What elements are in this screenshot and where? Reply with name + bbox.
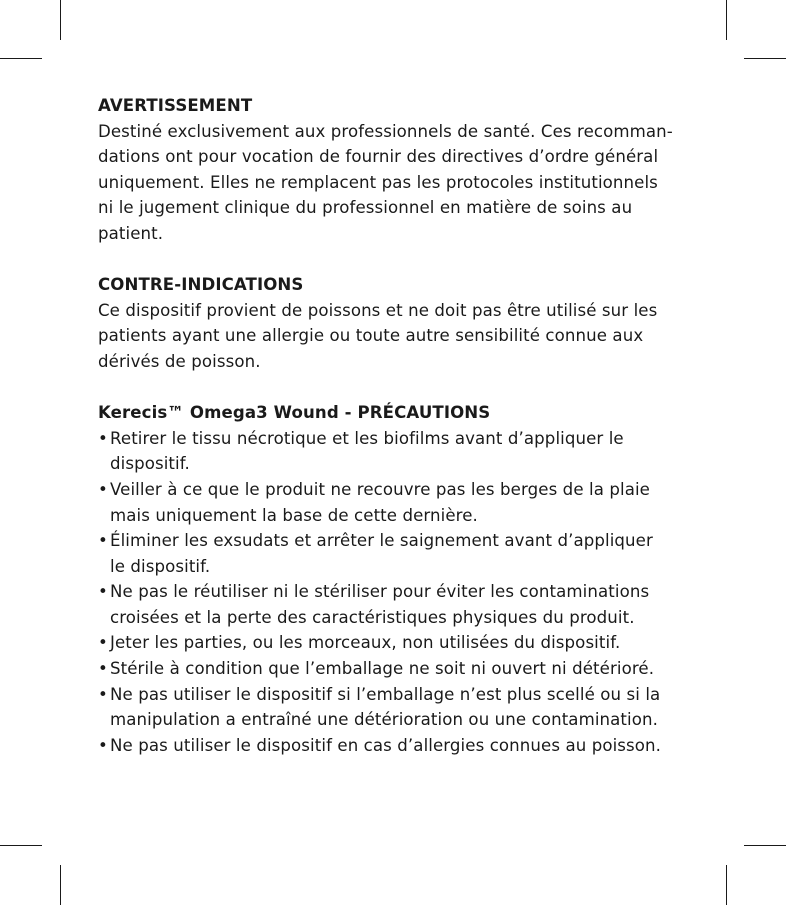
text-line: Destiné exclusivement aux professionnels de santé. Ces recomman- — [98, 121, 673, 141]
text-line: Ne pas utiliser le dispositif si l’emballage n’est plus scellé ou si la — [110, 684, 661, 704]
text-line: Retirer le tissu nécrotique et les biofilms avant d’appliquer le — [110, 428, 624, 448]
list-item — [98, 426, 758, 477]
warning-text — [98, 119, 758, 247]
text-line: manipulation a entraîné une détérioration ou une contamination. — [110, 710, 658, 730]
list-item — [98, 733, 758, 759]
text-line: Ce dispositif provient de poissons et ne doit pas être utilisé sur les — [98, 300, 658, 320]
bullet-icon: • — [98, 428, 108, 448]
text-line: ni le jugement clinique du professionnel en matière de soins au — [98, 198, 633, 218]
list-item — [98, 682, 758, 733]
text-line: Ne pas le réutiliser ni le stériliser pour éviter les contaminations — [110, 582, 650, 602]
contraindications-heading: CONTRE-INDICATIONS — [98, 275, 304, 295]
document-body — [98, 93, 758, 784]
text-line: uniquement. Elles ne remplacent pas les protocoles institutionnels — [98, 172, 658, 192]
bullet-icon: • — [98, 479, 108, 499]
bullet-icon: • — [98, 684, 108, 704]
text-line: dispositif. — [110, 454, 190, 474]
text-line: croisées et la perte des caractéristiques physiques du produit. — [110, 607, 635, 627]
text-line: dérivés de poisson. — [98, 351, 261, 371]
crop-mark-bottom-right-vertical — [726, 865, 727, 905]
text-line: Éliminer les exsudats et arrêter le saignement avant d’appliquer — [110, 531, 653, 551]
text-line: dations ont pour vocation de fournir des directives d’ordre général — [98, 147, 659, 167]
text-line: Veiller à ce que le produit ne recouvre pas les berges de la plaie — [110, 479, 650, 499]
text-line: patients ayant une allergie ou toute autre sensibilité connue aux — [98, 326, 644, 346]
crop-mark-bottom-right-horizontal — [744, 845, 786, 846]
text-line: le dispositif. — [110, 556, 211, 576]
list-item — [98, 656, 758, 682]
text-line: Stérile à condition que l’emballage ne soit ni ouvert ni détérioré. — [110, 659, 655, 679]
crop-mark-bottom-left-vertical — [60, 865, 61, 905]
text-line: mais uniquement la base de cette dernière. — [110, 505, 478, 525]
bullet-icon: • — [98, 659, 108, 679]
bullet-icon: • — [98, 582, 108, 602]
list-item — [98, 579, 758, 630]
bullet-icon: • — [98, 735, 108, 755]
contraindications-section — [98, 272, 758, 374]
precautions-list — [98, 426, 758, 759]
crop-mark-bottom-left-horizontal — [0, 845, 42, 846]
crop-mark-top-left-horizontal — [0, 58, 42, 59]
crop-mark-top-right-vertical — [726, 0, 727, 40]
list-item — [98, 630, 758, 656]
text-line: Ne pas utiliser le dispositif en cas d’allergies connues au poisson. — [110, 735, 662, 755]
text-line: patient. — [98, 223, 164, 243]
warning-heading: AVERTISSEMENT — [98, 96, 253, 115]
contraindications-text — [98, 298, 758, 375]
list-item — [98, 477, 758, 528]
bullet-icon: • — [98, 633, 108, 653]
crop-mark-top-left-vertical — [60, 0, 61, 40]
warning-section — [98, 93, 758, 247]
crop-mark-top-right-horizontal — [744, 58, 786, 59]
precautions-heading: Kerecis™ Omega3 Wound - PRÉCAUTIONS — [98, 403, 491, 423]
text-line: Jeter les parties, ou les morceaux, non utilisées du dispositif. — [110, 633, 621, 653]
bullet-icon: • — [98, 531, 108, 551]
list-item — [98, 528, 758, 579]
precautions-section — [98, 400, 758, 758]
